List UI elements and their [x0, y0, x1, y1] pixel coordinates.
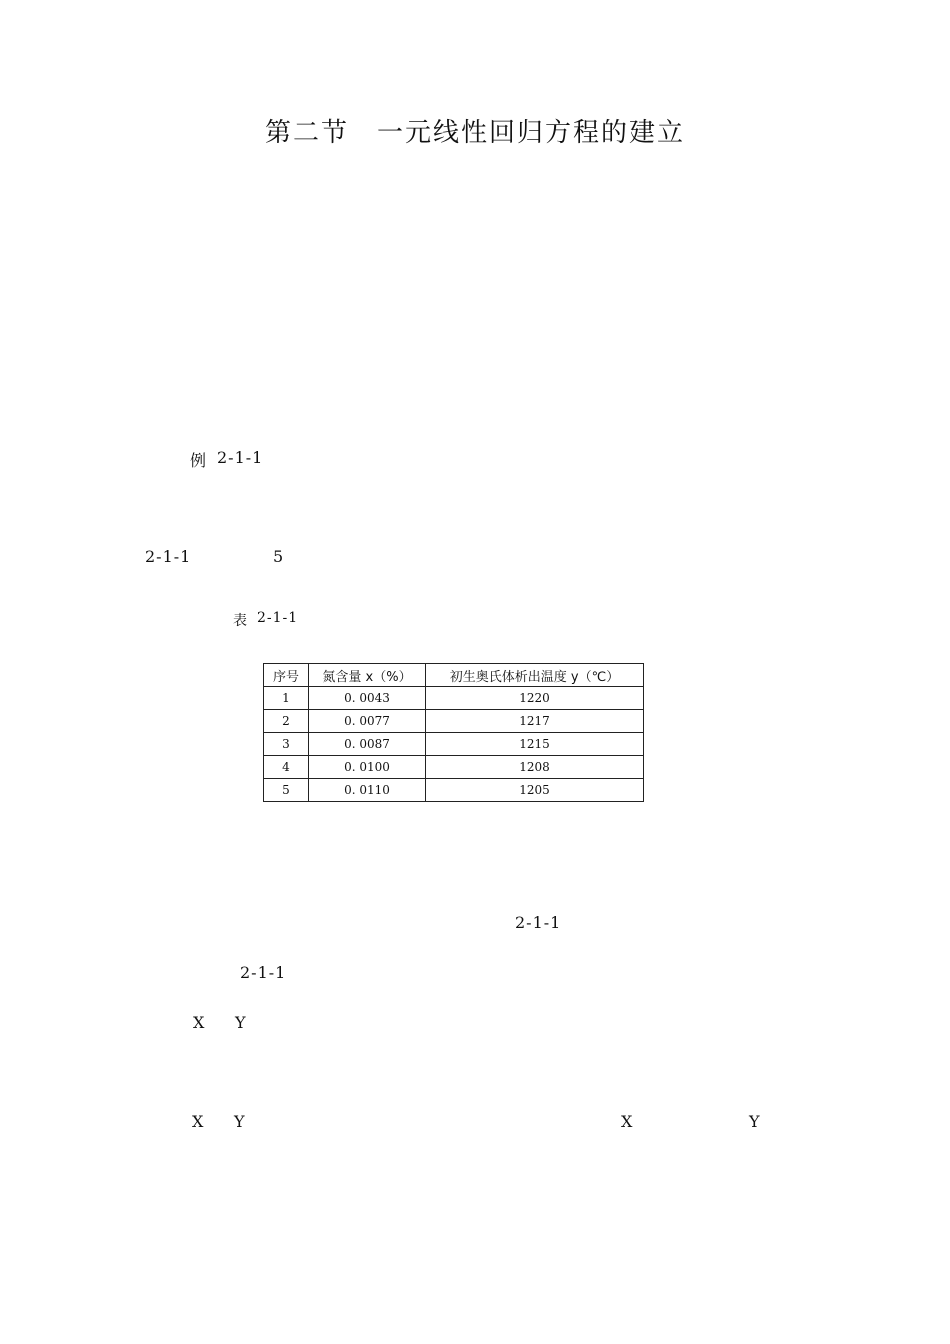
- example-label: 例: [190, 451, 208, 470]
- cell-temperature: 1208: [426, 756, 644, 779]
- paragraph-2-line-6-x: X: [192, 1112, 205, 1131]
- table-caption-number: 2-1-1: [257, 610, 299, 626]
- paragraph-2-line-4-x: X: [193, 1013, 206, 1032]
- paragraph-2-line-6-x2: X: [621, 1112, 634, 1131]
- cell-nitrogen: 0. 0110: [309, 779, 426, 802]
- paragraph-2-line-3-ref: 2-1-1: [240, 963, 287, 982]
- paragraph-2-line-6-y2: Y: [749, 1112, 761, 1131]
- paragraph-2-line-6-y: Y: [234, 1112, 246, 1131]
- header-temperature: 初生奥氏体析出温度 y（℃）: [426, 664, 644, 687]
- header-nitrogen: 氮含量 x（%）: [309, 664, 426, 687]
- table-header-row: [264, 664, 644, 687]
- data-table: [263, 663, 644, 802]
- table-caption-label: 表: [233, 613, 248, 629]
- cell-nitrogen: 0. 0087: [309, 733, 426, 756]
- example-count: 5: [273, 547, 285, 566]
- cell-temperature: 1215: [426, 733, 644, 756]
- header-index: 序号: [264, 664, 309, 687]
- table-row: [264, 687, 644, 710]
- table-row: [264, 756, 644, 779]
- table-row: [264, 779, 644, 802]
- cell-index: 2: [264, 710, 309, 733]
- table-row: [264, 733, 644, 756]
- cell-index: 4: [264, 756, 309, 779]
- paragraph-2-line-4-y: Y: [235, 1013, 247, 1032]
- cell-temperature: 1217: [426, 710, 644, 733]
- cell-nitrogen: 0. 0043: [309, 687, 426, 710]
- cell-index: 3: [264, 733, 309, 756]
- table-row: [264, 710, 644, 733]
- example-table-ref: 2-1-1: [145, 547, 192, 566]
- paragraph-2-table-ref: 2-1-1: [515, 913, 562, 932]
- cell-nitrogen: 0. 0100: [309, 756, 426, 779]
- section-title: 第二节 一元线性回归方程的建立: [264, 118, 685, 148]
- cell-nitrogen: 0. 0077: [309, 710, 426, 733]
- cell-temperature: 1205: [426, 779, 644, 802]
- example-number: 2-1-1: [217, 448, 264, 467]
- cell-index: 1: [264, 687, 309, 710]
- cell-temperature: 1220: [426, 687, 644, 710]
- cell-index: 5: [264, 779, 309, 802]
